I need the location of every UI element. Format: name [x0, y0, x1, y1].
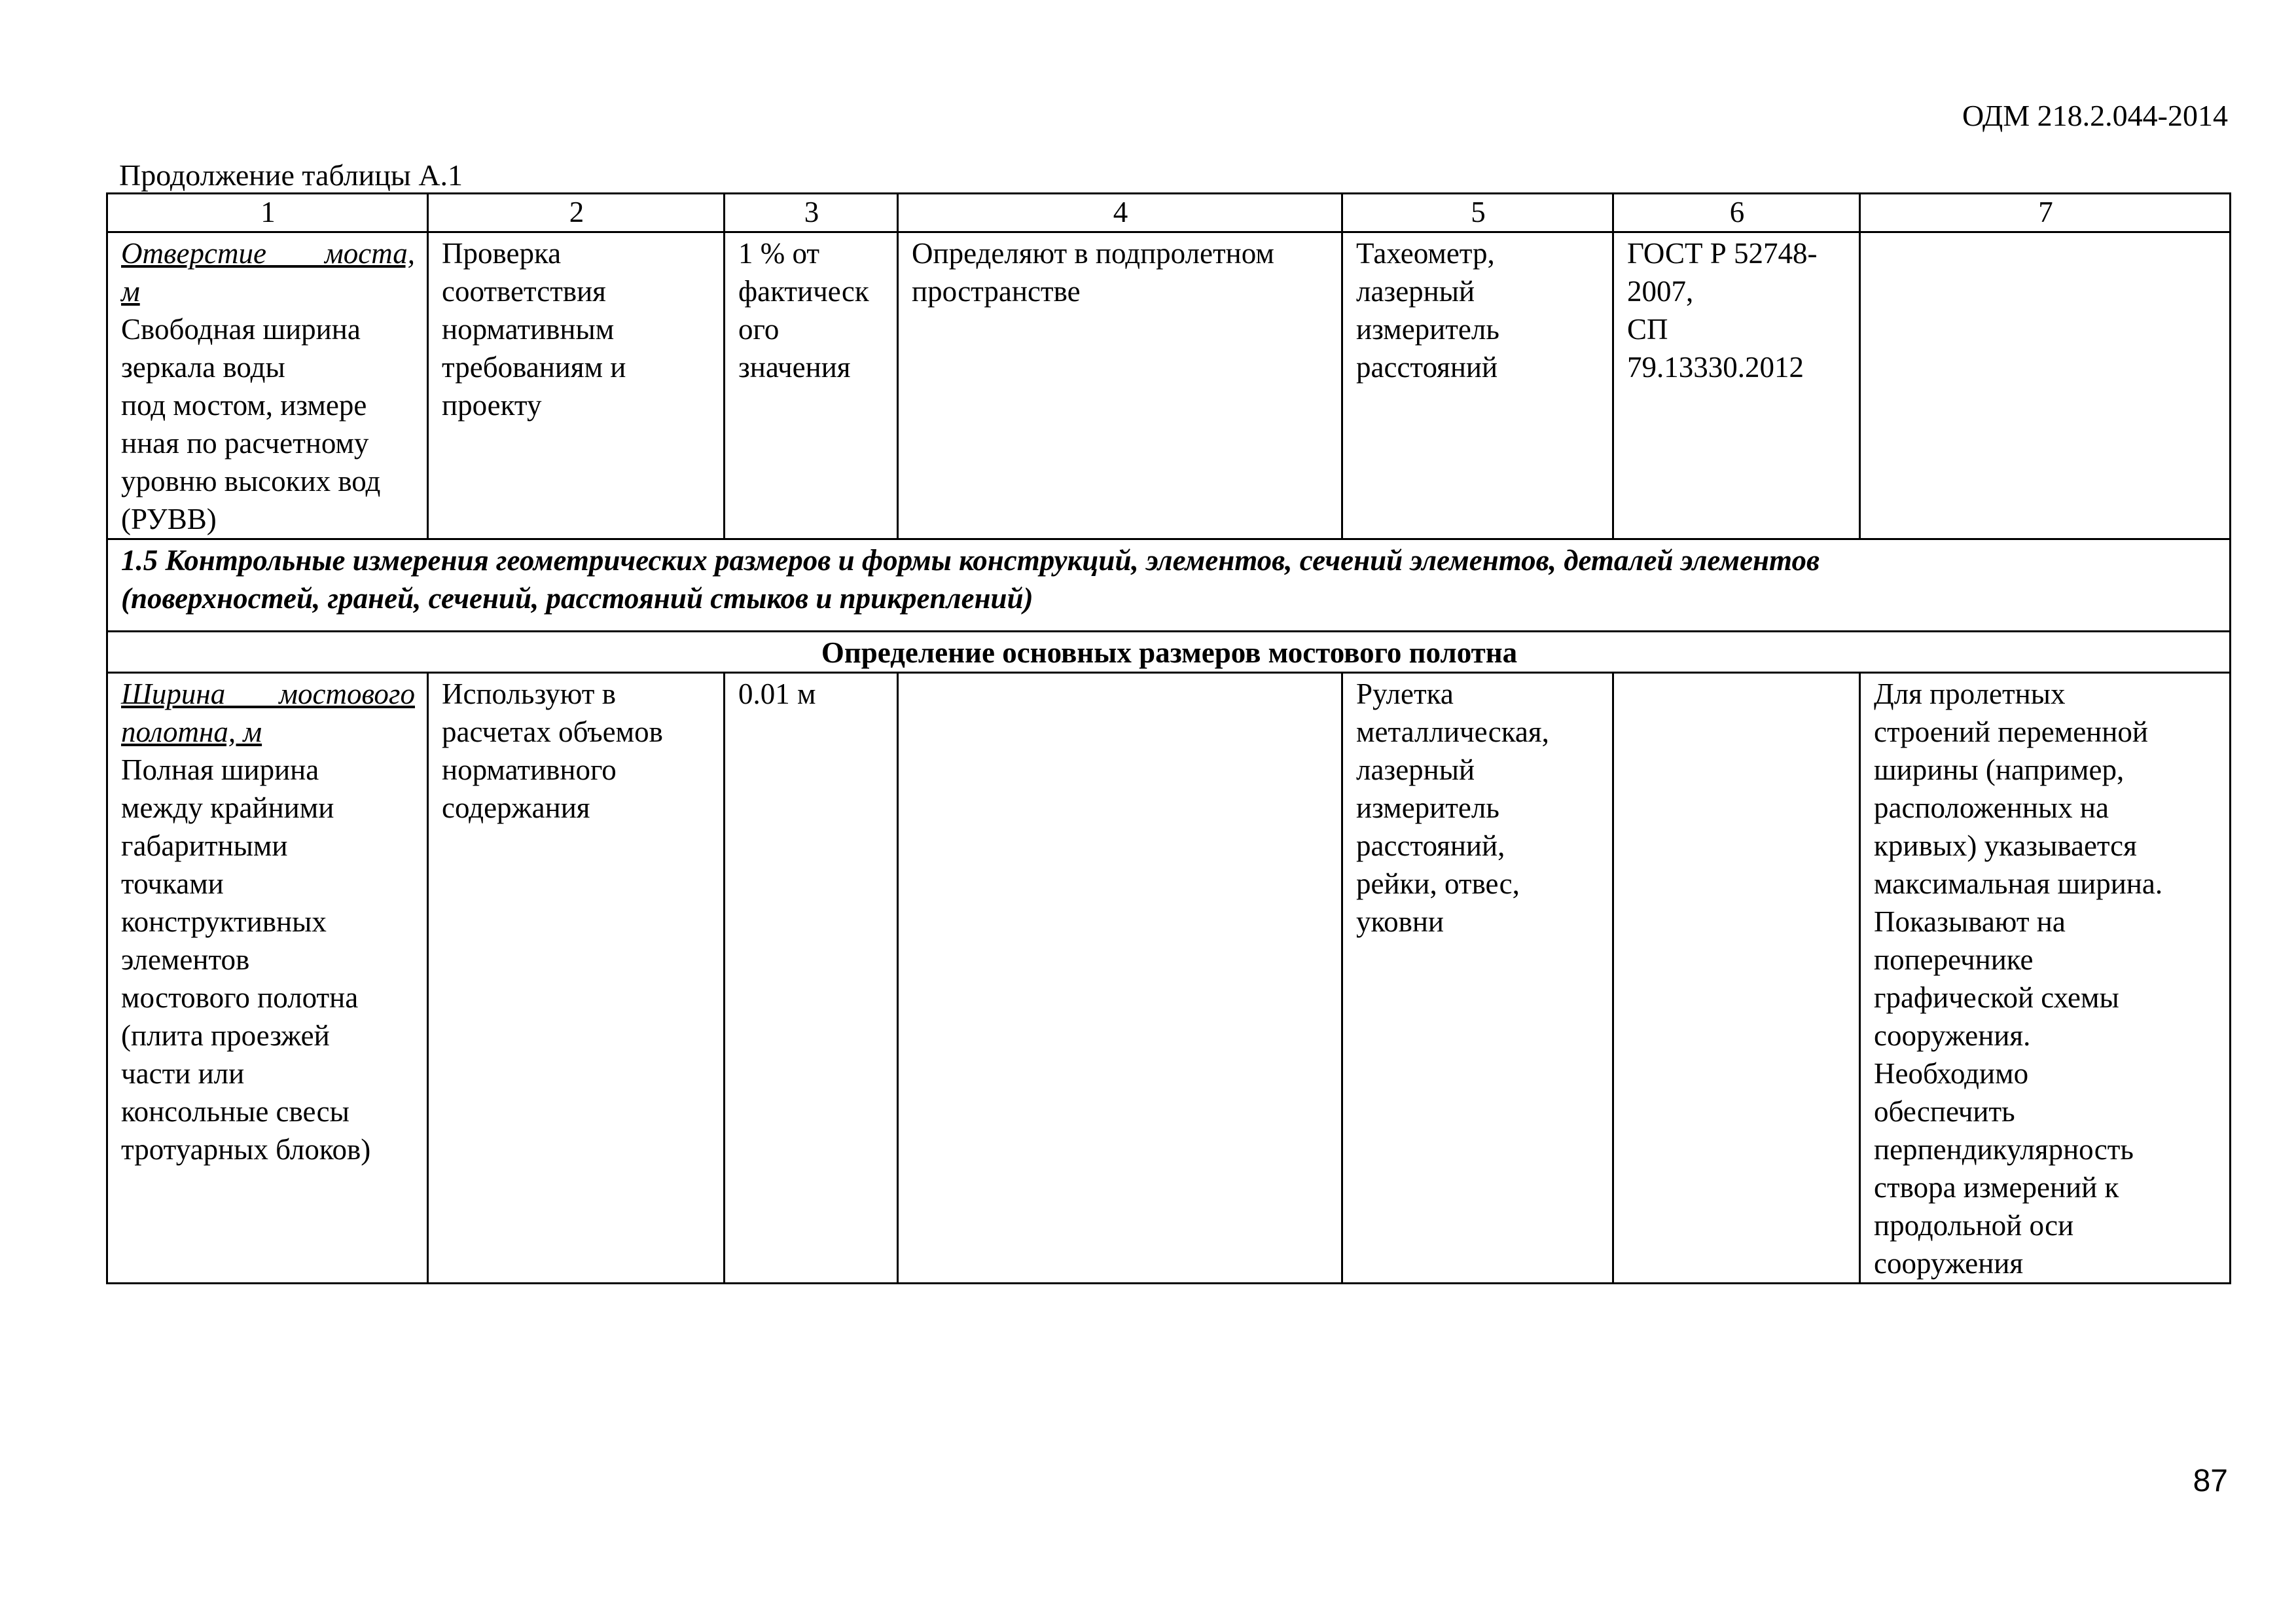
parameter-title: м [121, 275, 140, 308]
section-title-line: 1.5 Контрольные измерения геометрических размеров и формы конструкций, элементов, сечений элементов, деталей элементов [121, 544, 1820, 577]
column-number-row [107, 194, 2231, 232]
cell-line: нормативного [442, 753, 617, 786]
cell-line: уковни [1356, 905, 1444, 938]
cell-line: тротуарных блоков) [121, 1133, 371, 1166]
purpose-cell [428, 232, 725, 539]
cell-line: Тахеометр, [1356, 237, 1495, 270]
cell-line: уровню высоких вод [121, 465, 381, 497]
subsection-title-row [107, 632, 2231, 673]
column-number: 4 [898, 194, 1342, 232]
specification-table [106, 192, 2231, 1284]
cell-line: содержания [442, 791, 590, 824]
column-number: 1 [107, 194, 428, 232]
cell-line: измеритель [1356, 791, 1499, 824]
section-title-line: (поверхностей, граней, сечений, расстояний стыков и прикреплений) [121, 582, 1033, 615]
cell-line: Рулетка [1356, 677, 1454, 710]
purpose-cell [428, 673, 725, 1284]
cell-line: створа измерений к [1874, 1171, 2119, 1204]
cell-line: Показывают на [1874, 905, 2066, 938]
cell-line: максимальная ширина. [1874, 867, 2163, 900]
cell-line: габаритными [121, 829, 288, 862]
cell-line: нормативным [442, 313, 615, 346]
cell-line: зеркала воды [121, 351, 285, 384]
cell-line: части или [121, 1057, 245, 1090]
cell-line: мостового полотна [121, 981, 359, 1014]
cell-line: фактическ [738, 275, 869, 308]
cell-line: 79.13330.2012 [1627, 351, 1804, 384]
cell-line: Свободная ширина [121, 313, 361, 346]
cell-line: расположенных на [1874, 791, 2109, 824]
cell-line: 1 % от [738, 237, 820, 270]
cell-line: под мостом, измере [121, 389, 367, 422]
instrument-cell [1342, 673, 1613, 1284]
cell-line: 0.01 м [738, 677, 816, 710]
cell-line: 2007, [1627, 275, 1694, 308]
cell-line: СП [1627, 313, 1668, 346]
column-number: 2 [428, 194, 725, 232]
cell-line: лазерный [1356, 753, 1475, 786]
cell-line: ГОСТ Р 52748- [1627, 237, 1818, 270]
cell-line: ого [738, 313, 780, 346]
parameter-description [121, 751, 415, 1168]
cell-line: поперечнике [1874, 943, 2034, 976]
accuracy-cell [725, 232, 898, 539]
column-number: 7 [1860, 194, 2231, 232]
section-title [107, 539, 2231, 632]
cell-line: элементов [121, 943, 250, 976]
cell-line: расстояний [1356, 351, 1498, 384]
parameter-title: Отверстие моста, [121, 237, 415, 270]
cell-line: рейки, отвес, [1356, 867, 1520, 900]
method-cell [898, 673, 1342, 1284]
instrument-cell [1342, 232, 1613, 539]
accuracy-cell [725, 673, 898, 1284]
table-row [107, 232, 2231, 539]
cell-line: пространстве [912, 275, 1081, 308]
column-number: 3 [725, 194, 898, 232]
cell-line: лазерный [1356, 275, 1475, 308]
cell-line: графической схемы [1874, 981, 2119, 1014]
cell-line: (плита проезжей [121, 1019, 330, 1052]
cell-line: перпендикулярность [1874, 1133, 2134, 1166]
table-row [107, 673, 2231, 1284]
standard-cell [1613, 673, 1860, 1284]
table-caption: Продолжение таблицы А.1 [119, 158, 463, 192]
parameter-title: полотна, м [121, 715, 262, 748]
cell-line: обеспечить [1874, 1095, 2015, 1128]
cell-line: нная по расчетному [121, 427, 369, 460]
section-title-row [107, 539, 2231, 632]
notes-cell [1860, 673, 2231, 1284]
cell-line: расстояний, [1356, 829, 1505, 862]
cell-line: Необходимо [1874, 1057, 2029, 1090]
column-number: 5 [1342, 194, 1613, 232]
standard-cell [1613, 232, 1860, 539]
cell-line: Полная ширина [121, 753, 319, 786]
cell-line: значения [738, 351, 851, 384]
cell-line: продольной оси [1874, 1209, 2074, 1242]
cell-line: сооружения [1874, 1247, 2024, 1280]
cell-line: консольные свесы [121, 1095, 350, 1128]
cell-line: кривых) указывается [1874, 829, 2137, 862]
parameter-cell [107, 673, 428, 1284]
notes-cell [1860, 232, 2231, 539]
page-number: 87 [2193, 1464, 2228, 1498]
cell-line: сооружения. [1874, 1019, 2031, 1052]
cell-line: измеритель [1356, 313, 1499, 346]
column-number: 6 [1613, 194, 1860, 232]
cell-line: Для пролетных [1874, 677, 2066, 710]
parameter-description [121, 310, 415, 538]
cell-line: конструктивных [121, 905, 327, 938]
cell-line: соответствия [442, 275, 606, 308]
cell-line: требованиям и [442, 351, 626, 384]
cell-line: между крайними [121, 791, 334, 824]
subsection-title: Определение основных размеров мостового полотна [107, 632, 2231, 673]
cell-line: Используют в [442, 677, 616, 710]
cell-line: металлическая, [1356, 715, 1549, 748]
cell-line: расчетах объемов [442, 715, 663, 748]
method-cell [898, 232, 1342, 539]
cell-line: точками [121, 867, 224, 900]
cell-line: строений переменной [1874, 715, 2148, 748]
parameter-cell [107, 232, 428, 539]
cell-line: ширины (например, [1874, 753, 2125, 786]
parameter-title: Ширина мостового [121, 677, 415, 710]
cell-line: Проверка [442, 237, 562, 270]
cell-line: Определяют в подпролетном [912, 237, 1274, 270]
cell-line: (РУВВ) [121, 503, 217, 535]
cell-line: проекту [442, 389, 542, 422]
document-code: ОДМ 218.2.044-2014 [1962, 99, 2228, 132]
